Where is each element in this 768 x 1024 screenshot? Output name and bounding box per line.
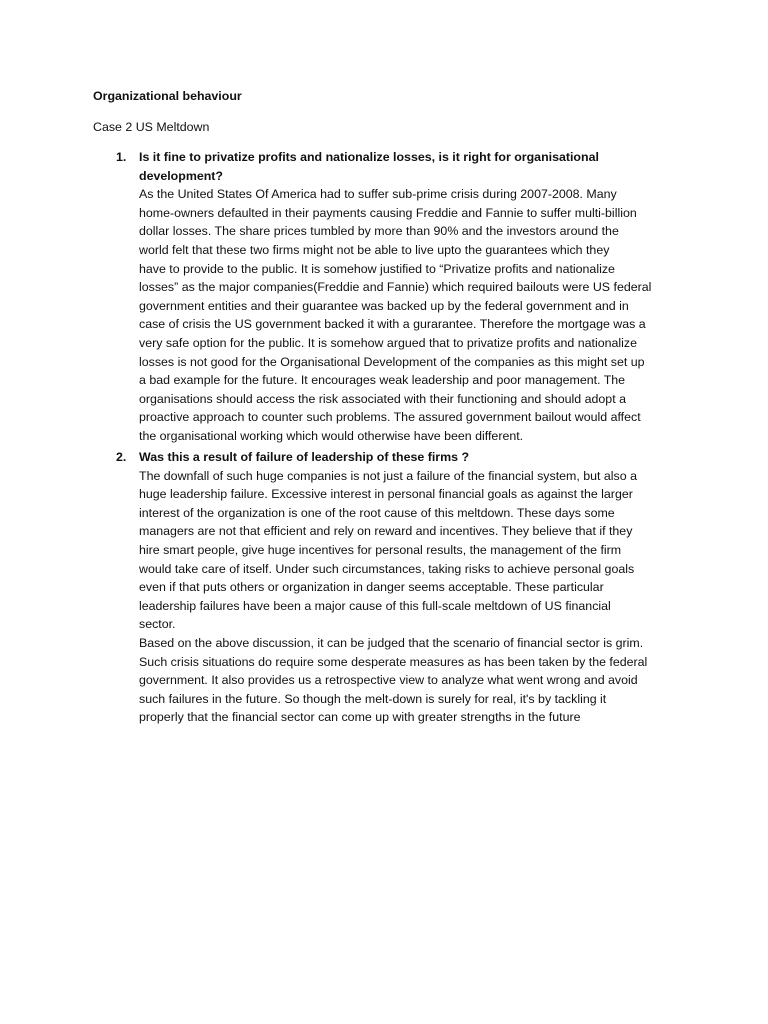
answer-line: very safe option for the public. It is somehow argued that to privatize profits and nationalize [139,335,637,350]
answer-line: home-owners defaulted in their payments causing Freddie and Fannie to suffer multi-billion [139,205,637,220]
question-number: 1. [116,150,127,164]
answer-line: Based on the above discussion, it can be judged that the scenario of financial sector is grim. [139,635,644,650]
case-title: Case 2 US Meltdown [93,120,210,134]
question-block [139,148,699,446]
answer-line: The downfall of such huge companies is not just a failure of the financial system, but also a [139,468,637,483]
answer-line: case of crisis the US government backed it with a gurarantee. Therefore the mortgage was a [139,317,646,332]
answer-line: interest of the organization is one of the root cause of this meltdown. These days some [139,505,615,520]
answer-line: As the United States Of America had to suffer sub-prime crisis during 2007-2008. Many [139,187,617,202]
answer-line: losses” as the major companies(Freddie and Fannie) which required bailouts were US federal [139,280,652,295]
answer-line: dollar losses. The share prices tumbled by more than 90% and the investors around the [139,224,619,239]
question-number: 2. [116,450,127,464]
answer-line: have to provide to the public. It is somehow justified to “Privatize profits and nationalize [139,261,615,276]
question-block [139,448,699,727]
answer-line: even if that puts others or organization in danger seems acceptable. These particular [139,580,604,595]
answer-line: the organisational working which would otherwise have been different. [139,428,524,443]
document-title: Organizational behaviour [93,89,242,103]
answer-line: organisations should access the risk associated with their functioning and should adopt a [139,391,626,406]
answer-line: hire smart people, give huge incentives for personal results, the management of the firm [139,542,622,557]
answer-line: would take care of itself. Under such circumstances, taking risks to achieve personal goals [139,561,635,576]
answer-line: properly that the financial sector can come up with greater strengths in the future [139,710,581,725]
question-line: development? [139,168,223,183]
answer-line: Such crisis situations do require some desperate measures as has been taken by the federal [139,654,648,669]
question-line: Is it fine to privatize profits and nationalize losses, is it right for organisational [139,150,599,164]
answer-line: government entities and their guarantee was backed up by the federal government and in [139,298,629,313]
answer-line: world felt that these two firms might not be able to live upto the guarantees which they [139,242,610,257]
answer-line: losses is not good for the Organisational Development of the companies as this might set up [139,354,645,369]
question-line: Was this a result of failure of leadership of these firms ? [139,450,470,464]
answer-line: huge leadership failure. Excessive interest in personal financial goals as against the larger [139,487,633,502]
answer-line: leadership failures have been a major cause of this full-scale meltdown of US financial [139,598,611,613]
answer-line: government. It also provides us a retrospective view to analyze what went wrong and avoid [139,673,638,688]
answer-line: such failures in the future. So though the melt-down is surely for real, it's by tackling it [139,691,607,706]
answer-line: proactive approach to counter such problems. The assured government bailout would affect [139,410,641,425]
answer-line: a bad example for the future. It encourages weak leadership and poor management. The [139,373,626,388]
answer-line: managers are not that efficient and rely on reward and incentives. They believe that if they [139,524,633,539]
answer-line: sector. [139,617,176,632]
